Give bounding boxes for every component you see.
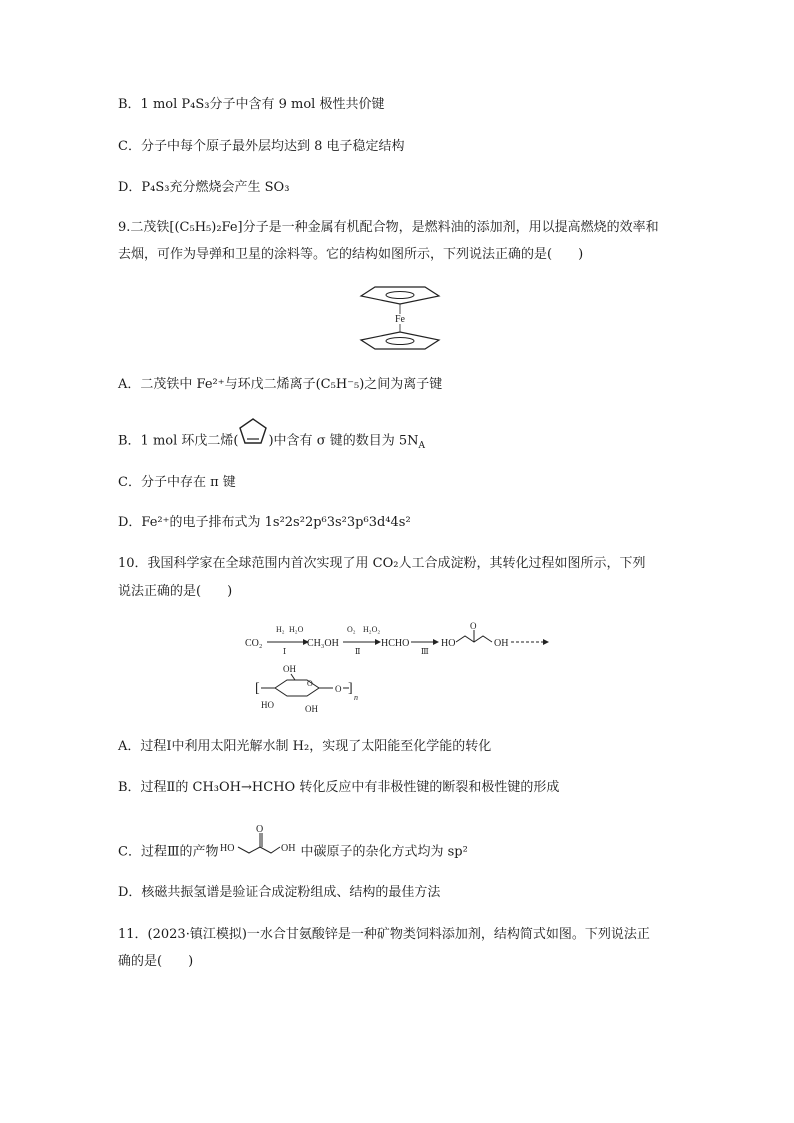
scheme-hcho: HCHO	[381, 638, 410, 649]
ferrocene-structure-figure	[355, 282, 445, 354]
dha-ho: HO	[220, 842, 235, 854]
scheme-n: n	[354, 693, 358, 702]
q10-option-c-pre: C．过程Ⅲ的产物	[118, 844, 219, 860]
scheme-o2: O₂	[347, 625, 356, 634]
scheme-starch-oh-bottom: OH	[305, 704, 318, 714]
q9-option-b-post: )中含有 σ 键的数目为 5N	[268, 433, 419, 449]
ferrocene-fe-label: Fe	[395, 314, 405, 325]
scheme-ch3oh: CH₃OH	[307, 638, 339, 649]
q10-stem-line1: 10．我国科学家在全球范围内首次实现了用 CO₂人工合成淀粉，其转化过程如图所示，下列	[118, 556, 646, 571]
q10-option-b: B．过程Ⅱ的 CH₃OH→HCHO 转化反应中有非极性键的断裂和极性键的形成	[118, 780, 560, 795]
q10-option-d: D．核磁共振氢谱是验证合成淀粉组成、结构的最佳方法	[118, 885, 441, 900]
q8-option-b: B．1 mol P₄S₃分子中含有 9 mol 极性共价键	[118, 97, 385, 112]
q11-stem-line2: 确的是( )	[118, 954, 194, 969]
q9-stem-line1: 9.二茂铁[(C₅H₅)₂Fe]分子是一种金属有机配合物，是燃料油的添加剂，用以提高燃烧的效率和	[118, 220, 659, 235]
scheme-ring-o: O	[307, 679, 313, 688]
q9-option-d: D．Fe²⁺的电子排布式为 1s²2s²2p⁶3s²3p⁶3d⁴4s²	[118, 515, 411, 530]
scheme-carbonyl-o: O	[470, 621, 477, 631]
svg-text:[: [	[255, 681, 260, 696]
q10-option-c	[118, 823, 468, 862]
q9-option-b-pre: B．1 mol 环戊二烯(	[118, 433, 239, 449]
cyclopentadiene-icon	[238, 432, 268, 450]
q10-option-c-post: 中碳原子的杂化方式均为 sp²	[300, 844, 468, 860]
dha-o: O	[256, 823, 264, 835]
q9-option-b-subscript: A	[418, 441, 425, 452]
scheme-oh: OH	[494, 638, 509, 649]
q9-option-a: A．二茂铁中 Fe²⁺与环戊二烯离子(C₅H⁻₅)之间为离子键	[118, 377, 443, 392]
q8-option-d: D．P₄S₃充分燃烧会产生 SO₃	[118, 180, 290, 195]
scheme-co2: CO₂	[245, 638, 263, 649]
q11-stem-line1: 11．(2023·镇江模拟)一水合甘氨酸锌是一种矿物类饲料添加剂，结构简式如图。下列说法正	[118, 927, 650, 942]
scheme-starch-oh-top: OH	[283, 664, 296, 674]
svg-text:]: ]	[348, 681, 353, 696]
scheme-step2: Ⅱ	[355, 647, 361, 656]
scheme-step1: Ⅰ	[283, 647, 287, 656]
q10-stem-line2: 说法正确的是( )	[118, 584, 233, 599]
scheme-starch-ho: HO	[261, 700, 274, 710]
scheme-h2: H₂	[276, 625, 285, 634]
dihydroxyacetone-structure	[218, 823, 300, 861]
scheme-step3: Ⅲ	[421, 647, 429, 656]
q9-option-b	[118, 432, 425, 451]
q9-stem-line2: 去烟，可作为导弹和卫星的涂料等。它的结构如图所示，下列说法正确的是( )	[118, 247, 584, 262]
co2-to-starch-scheme	[243, 620, 553, 720]
scheme-h2o: H₂O	[289, 625, 304, 634]
q9-option-c: C．分子中存在 π 键	[118, 475, 236, 490]
q10-option-a: A．过程Ⅰ中利用太阳光解水制 H₂，实现了太阳能至化学能的转化	[118, 739, 492, 754]
scheme-h2o2: H₂O₂	[363, 625, 381, 634]
scheme-ho: HO	[441, 638, 456, 649]
dha-oh: OH	[281, 842, 296, 854]
q8-option-c: C．分子中每个原子最外层均达到 8 电子稳定结构	[118, 139, 405, 154]
scheme-link-o: O	[335, 684, 342, 694]
